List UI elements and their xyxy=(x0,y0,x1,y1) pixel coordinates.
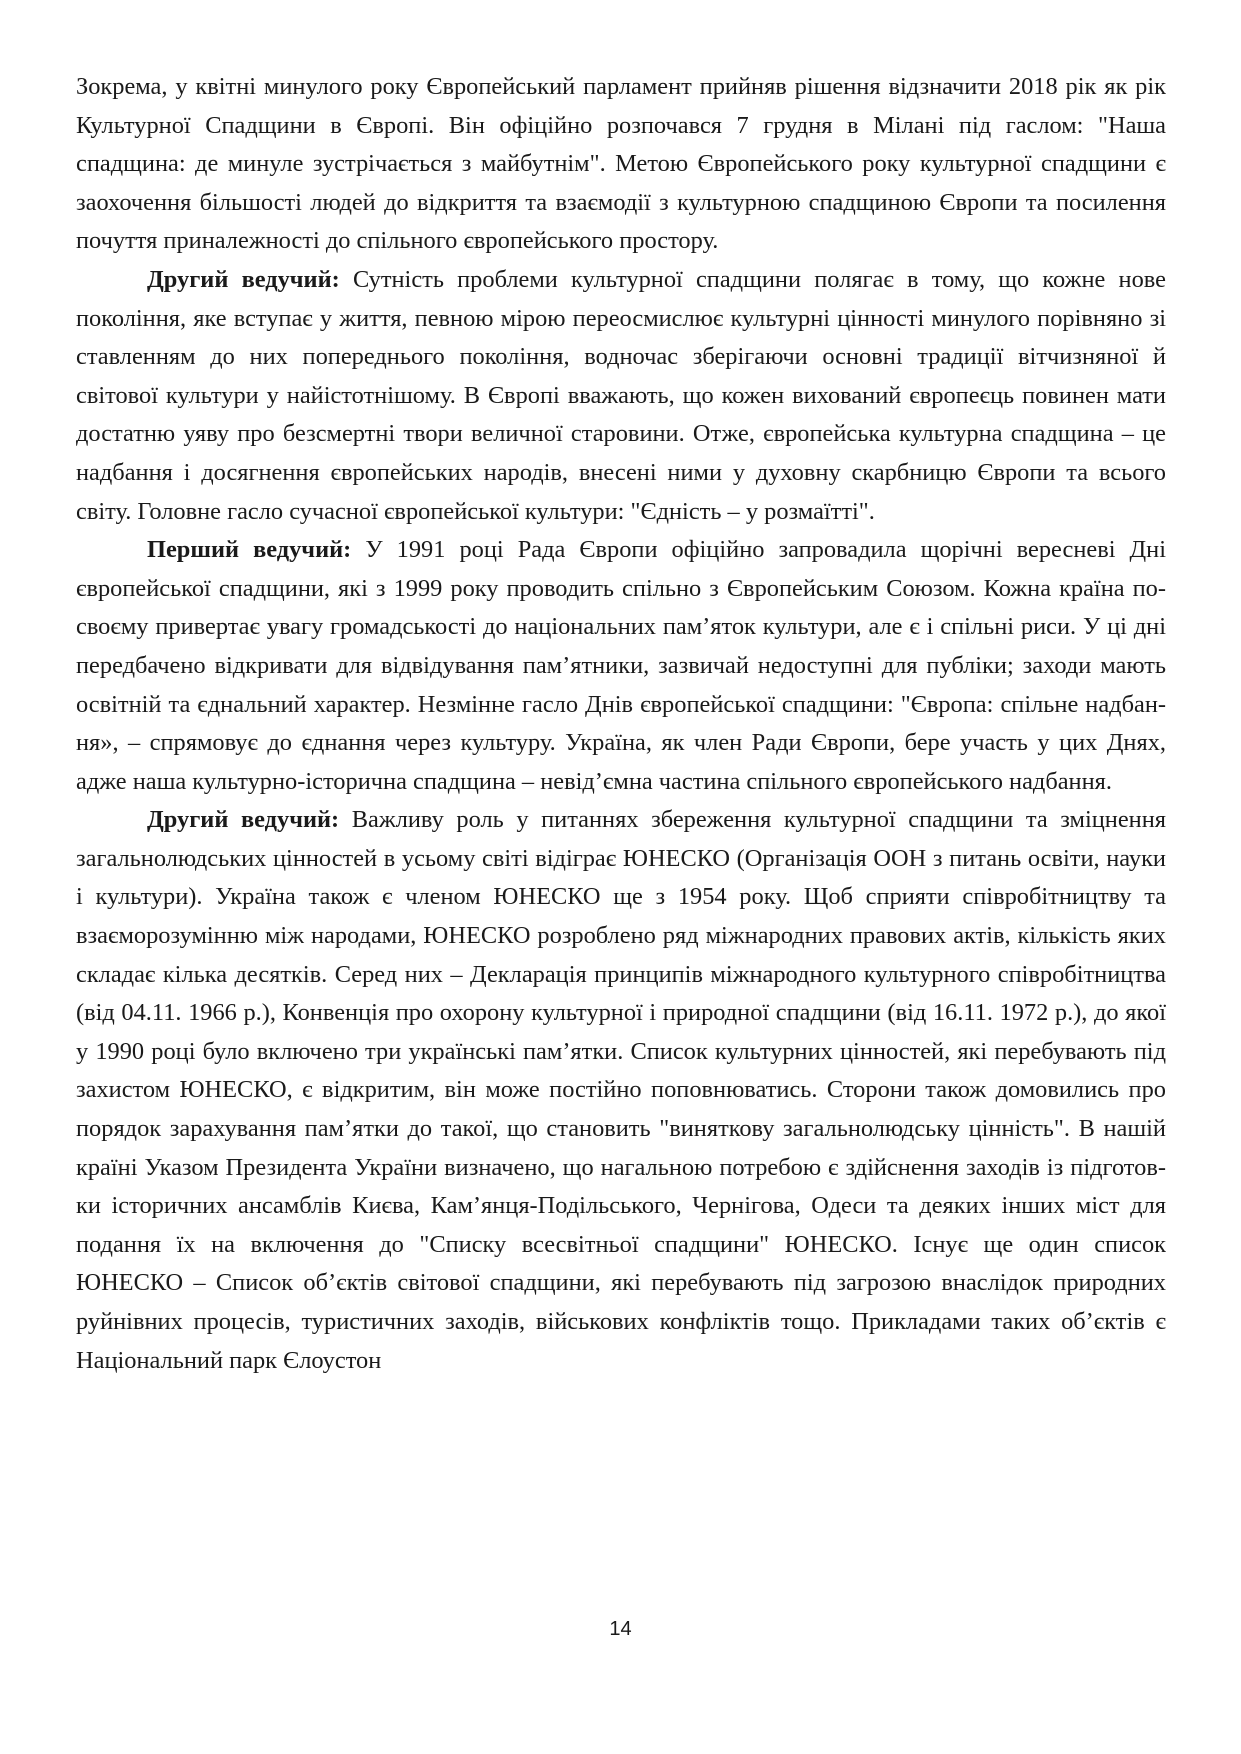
paragraph-text: У 1991 році Рада Європи офіційно запровадила щорічні вересневі Дні європейської спадщини, які з 1999 року проводить спільно з Європейським Союзом. Кожна країна по-своєму привертає увагу громадськості до національних пам’яток культури, але є і спільні риси. У ці дні передбачено відкривати для відвідування пам’ятники, зазвичай недоступні для публіки; заходи мають освітній та єднальний характер. Незмінне гасло Днів європейської спадщини: "Європа: спільне надбання», – спрямовує до єднання через культуру. Україна, як член Ради Європи, бере участь у цих Днях, адже наша культурно-історична спадщина – невід’ємна частина спільного європейського надбання. xyxy=(76,536,1166,795)
paragraph-second-host-2 xyxy=(76,801,1166,1380)
document-page xyxy=(76,68,1166,1380)
paragraph-text: Сутність проблеми культурної спадщини полягає в тому, що кожне нове покоління, яке вступає у життя, певною мірою переосмислює культурні цінності минулого порівняно зі ставленням до них попереднього покоління, водночас зберігаючи основні традиції вітчизняної й світової культури у найістотнішому. В Європі вважають, що кожен вихований європеєць повинен мати достатню уяву про безсмертні твори величної старовини. Отже, європейська культурна спадщина – це надбання і досягнення європейських народів, внесені ними у духовну скарбницю Європи та всього світу. Головне гасло сучасної європейської культури: "Єдність – у розмаїтті". xyxy=(76,265,1167,525)
paragraph-text: Важливу роль у питаннях збереження культурної спадщини та зміцнення загальнолюдських цінностей в усьому світі відіграє ЮНЕСКО (Організація ООН з питань освіти, науки і культури). Україна також є членом ЮНЕСКО ще з 1954 року. Щоб сприяти співробітництву та взаєморозумінню між народами, ЮНЕСКО розроблено ряд міжнародних правових актів, кількість яких складає кілька десятків. Серед них – Декларація принципів міжнародного культурного співробітництва (від 04.11. 1966 р.), Конвенція про охорону культурної і природної спадщини (від 16.11. 1972 р.), до якої у 1990 році було включено три українські пам’ятки. Список культурних цінностей, які перебувають під захистом ЮНЕСКО, є відкритим, він може постійно поповнюватись. Сторони також домовились про порядок зарахування пам’ятки до такої, що становить "виняткову загальнолюдську цінність". В нашій країні Указом Президента України визначено, що нагальною потребою є здійснення заходів із підготовки історичних ансамблів Києва, Кам’янця-Подільського, Чернігова, Одеси та деяких інших міст для подання їх на включення до "Списку всесвітньої спадщини" ЮНЕСКО. Існує ще один список ЮНЕСКО – Список об’єктів світової спадщини, які перебувають під загрозою внаслідок природних руйнівних процесів, туристичних заходів, військових конфліктів тощо. Прикладами таких об’єктів є Національний парк Єлоустон xyxy=(76,806,1167,1374)
paragraph-first-host xyxy=(76,531,1166,801)
speaker-label: Перший ведучий: xyxy=(147,536,352,564)
paragraph-second-host-1 xyxy=(76,261,1166,531)
paragraph-intro xyxy=(76,68,1166,261)
page-number: 14 xyxy=(609,1618,632,1640)
paragraph-text: Зокрема, у квітні минулого року Європейський парламент прийняв рішення відзначити 2018 рік як рік Культурної Спадщини в Європі. Він офіційно розпочався 7 грудня в Мілані під гаслом: "Наша спадщина: де минуле зустрічається з майбутнім". Метою Європейського року культурної спадщини є заохочення більшості людей до відкриття та взаємодії з культурною спадщиною Європи та посилення почуття приналежності до спільного європейського простору. xyxy=(76,73,1166,255)
speaker-label: Другий ведучий: xyxy=(147,265,340,293)
speaker-label: Другий ведучий: xyxy=(147,806,340,834)
